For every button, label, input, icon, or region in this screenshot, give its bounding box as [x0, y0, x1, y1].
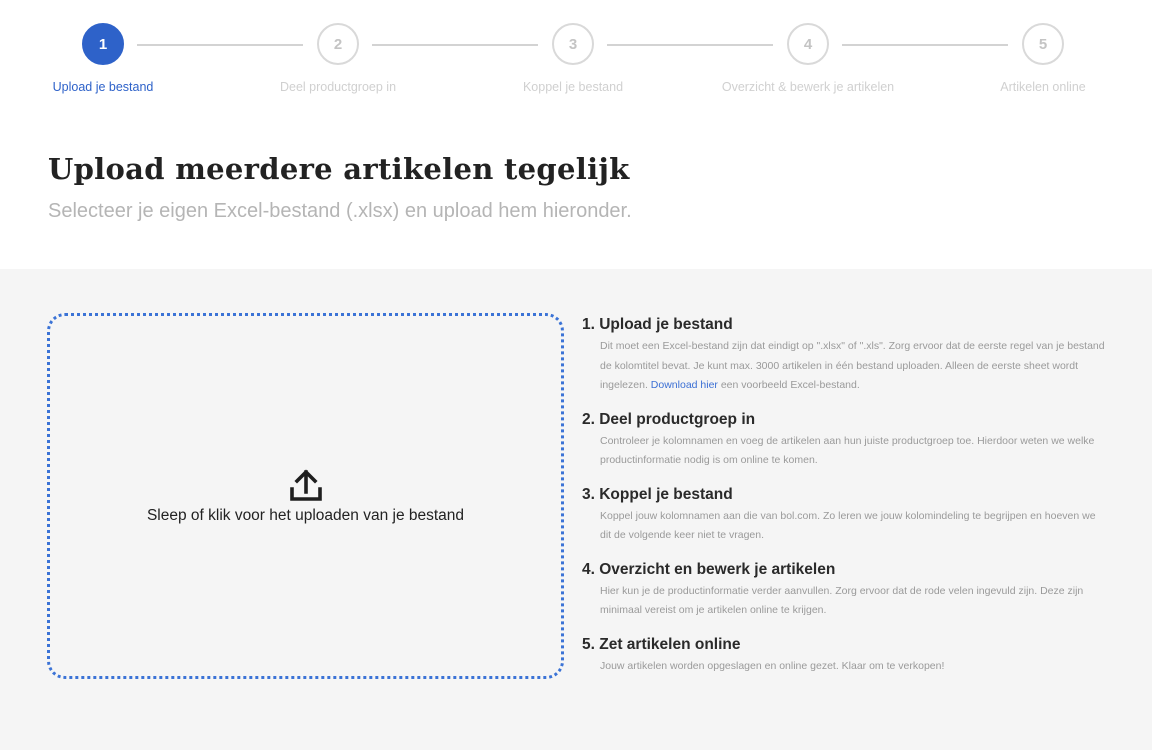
- instruction-item: [582, 408, 1107, 471]
- instruction-title: 2. Deel productgroep in: [582, 410, 756, 428]
- step-connector: [137, 44, 303, 46]
- instruction-item: [582, 313, 1107, 396]
- instruction-title: 3. Koppel je bestand: [582, 485, 733, 503]
- dropzone-label: Sleep of klik voor het uploaden van je bestand: [146, 507, 465, 524]
- instruction-description: Jouw artikelen worden opgeslagen en online gezet. Klaar om te verkopen!: [600, 659, 945, 672]
- step-2-label: Deel productgroep in: [279, 80, 397, 94]
- page-title: Upload meerdere artikelen tegelijk: [48, 152, 630, 186]
- step-1-circle: 1: [82, 23, 124, 65]
- instruction-text: Dit moet een Excel-bestand zijn dat eindigt op ".xlsx" of ".xls". Zorg ervoor dat de eerste regel van je bestand de kolomtitel bevat. Je kunt max. 3000 artikelen in één bestand uploaden. Alleen de eerste sheet wordt ingelezen.: [600, 340, 1105, 391]
- step-connector: [372, 44, 538, 46]
- step-2-circle: 2: [317, 23, 359, 65]
- step-connector: [607, 44, 773, 46]
- step-3-label: Koppel je bestand: [522, 80, 624, 94]
- instructions-list: [582, 313, 1107, 688]
- step-4-label: Overzicht & bewerk je artikelen: [721, 80, 895, 94]
- step-4-circle: 4: [787, 23, 829, 65]
- instruction-text: een voorbeeld Excel-bestand.: [720, 379, 860, 391]
- step-5-label: Artikelen online: [1000, 80, 1086, 94]
- step-3-circle: 3: [552, 23, 594, 65]
- upload-icon: [288, 469, 324, 503]
- instruction-item: [582, 483, 1107, 546]
- instruction-title: 5. Zet artikelen online: [582, 635, 741, 653]
- step-5-circle: 5: [1022, 23, 1064, 65]
- instruction-description: [582, 337, 1107, 396]
- instruction-title: 1. Upload je bestand: [582, 316, 733, 333]
- instruction-title: 4. Overzicht en bewerk je artikelen: [582, 560, 836, 578]
- progress-stepper: [0, 0, 1152, 110]
- instruction-item: [582, 558, 1107, 621]
- instruction-description: Controleer je kolomnamen en voeg de artikelen aan hun juiste productgroep toe. Hierdoor weten we welke productinformatie nodig is om online te komen.: [600, 434, 1095, 466]
- page-subtitle: Selecteer je eigen Excel-bestand (.xlsx) en upload hem hieronder.: [48, 200, 632, 222]
- instruction-item: [582, 633, 1107, 677]
- step-1-label: Upload je bestand: [52, 80, 154, 94]
- step-connector: [842, 44, 1008, 46]
- instruction-description: Hier kun je de productinformatie verder aanvullen. Zorg ervoor dat de rode velen ingevuld zijn. Deze zijn minimaal vereist om je artikelen online te krijgen.: [600, 584, 1084, 616]
- instruction-description: Koppel jouw kolomnamen aan die van bol.com. Zo leren we jouw kolomindeling te begrijpen en hoeven we dit de volgende keer niet te vragen.: [600, 509, 1096, 541]
- download-example-link[interactable]: Download hier: [650, 379, 718, 391]
